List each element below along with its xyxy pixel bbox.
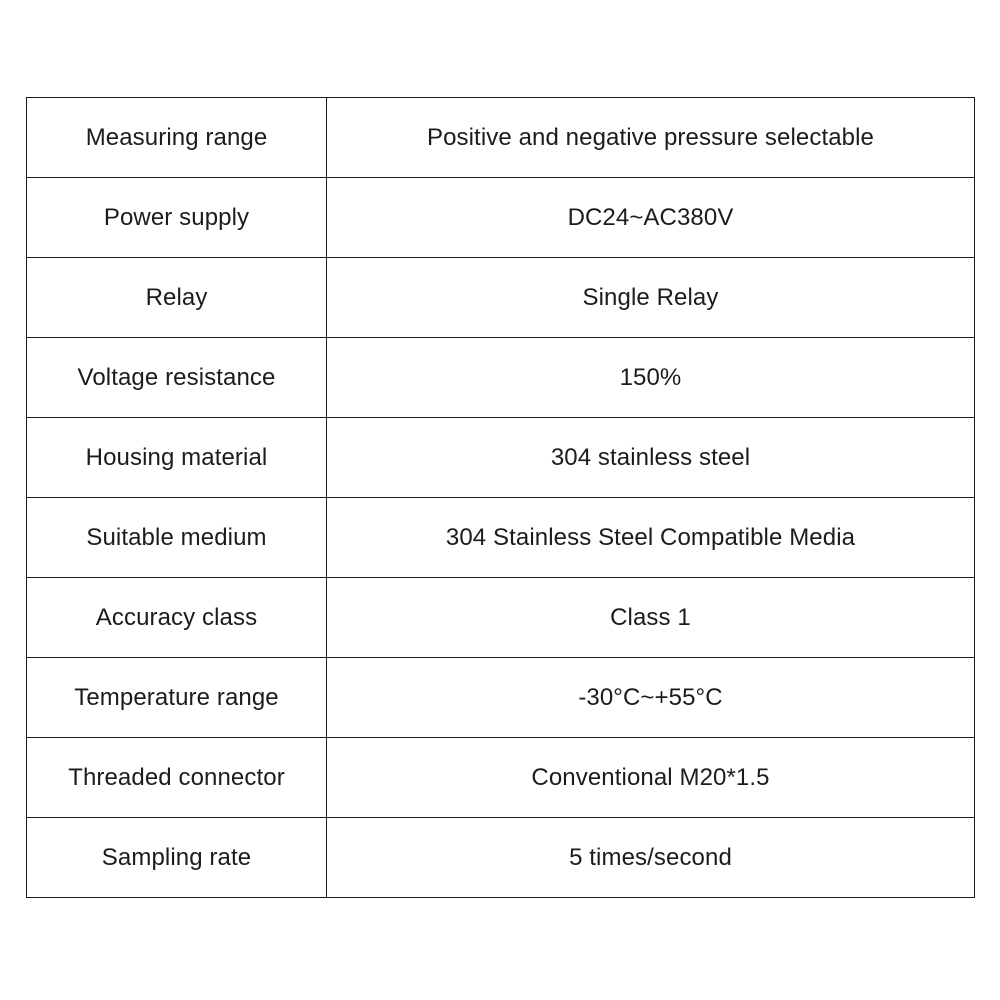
spec-table <box>26 97 975 898</box>
spec-label: Accuracy class <box>27 578 327 658</box>
table-row <box>27 498 975 578</box>
spec-label: Suitable medium <box>27 498 327 578</box>
spec-value: 5 times/second <box>327 818 975 898</box>
spec-label: Threaded connector <box>27 738 327 818</box>
spec-label: Voltage resistance <box>27 338 327 418</box>
table-row <box>27 418 975 498</box>
spec-table-body <box>27 98 975 898</box>
table-row <box>27 578 975 658</box>
spec-value: Class 1 <box>327 578 975 658</box>
table-row <box>27 818 975 898</box>
spec-label: Relay <box>27 258 327 338</box>
spec-label: Housing material <box>27 418 327 498</box>
table-row <box>27 98 975 178</box>
spec-label: Temperature range <box>27 658 327 738</box>
spec-value: Conventional M20*1.5 <box>327 738 975 818</box>
spec-value: DC24~AC380V <box>327 178 975 258</box>
spec-label: Sampling rate <box>27 818 327 898</box>
spec-label: Measuring range <box>27 98 327 178</box>
spec-value: Positive and negative pressure selectable <box>327 98 975 178</box>
spec-value: 304 Stainless Steel Compatible Media <box>327 498 975 578</box>
spec-value: Single Relay <box>327 258 975 338</box>
table-row <box>27 178 975 258</box>
spec-value: 304 stainless steel <box>327 418 975 498</box>
table-row <box>27 658 975 738</box>
table-row <box>27 338 975 418</box>
spec-value: -30°C~+55°C <box>327 658 975 738</box>
spec-label: Power supply <box>27 178 327 258</box>
table-row <box>27 258 975 338</box>
table-row <box>27 738 975 818</box>
spec-value: 150% <box>327 338 975 418</box>
